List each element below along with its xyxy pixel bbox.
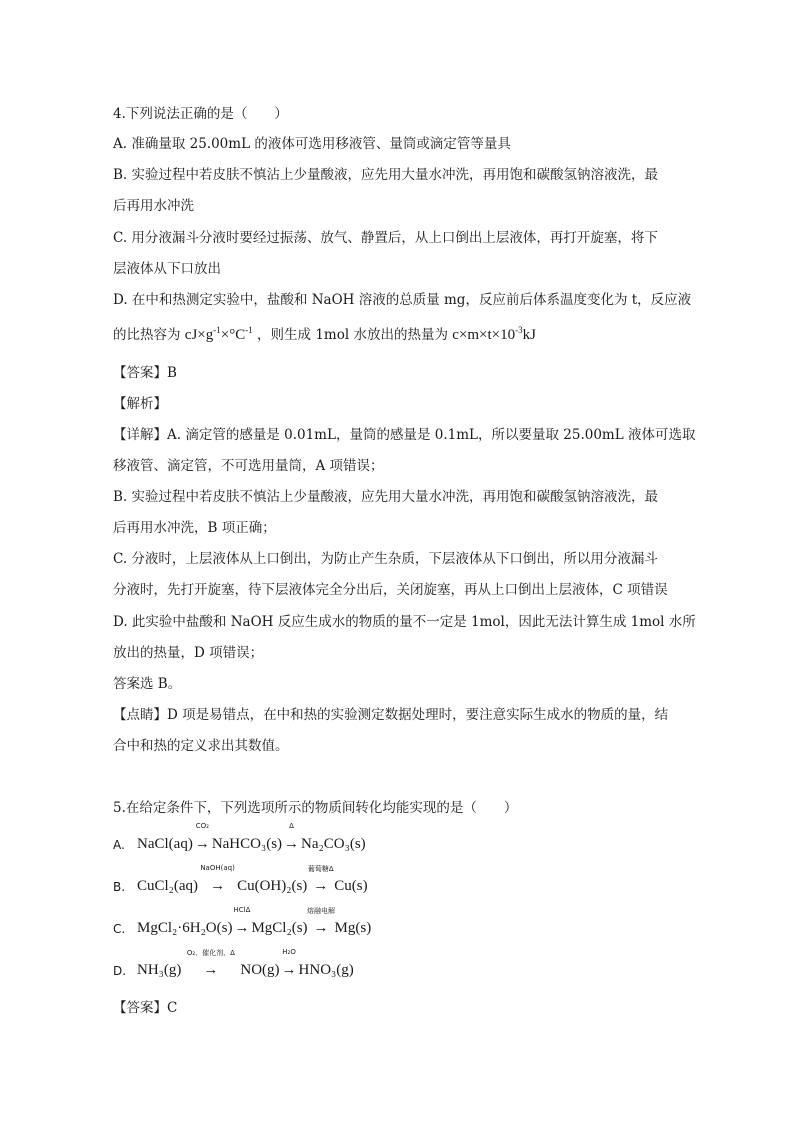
reaction-condition: H₂O bbox=[282, 948, 296, 956]
q4-option-d-line1: D. 在中和热测定实验中，盐酸和 NaOH 溶液的总质量 mg，反应前后体系温度变化为 t，反应液 bbox=[113, 292, 692, 308]
q5-stem: 5.在给定条件下，下列选项所示的物质间转化均能实现的是（ ） bbox=[113, 800, 518, 816]
intermediate: NO(g) bbox=[240, 962, 280, 978]
q5-option-b-equation bbox=[137, 864, 368, 895]
q4-detail-line6: 分液时，先打开旋塞，待下层液体完全分出后，关闭旋塞，再从上口倒出上层液体，C 项错误 bbox=[113, 582, 668, 598]
q4-answer: 【答案】B bbox=[113, 365, 177, 381]
q5-option-d-equation bbox=[137, 948, 354, 979]
q4-detail-line5: C. 分液时，上层液体从上口倒出，为防止产生杂质，下层液体从下口倒出，所以用分液漏斗 bbox=[113, 551, 658, 567]
reaction-condition: 熔融电解 bbox=[307, 907, 336, 915]
q4-option-b-line2: 后再用水冲洗 bbox=[113, 198, 194, 214]
q4-detail-line2: 移液管、滴定管，不可选用量筒，A 项错误； bbox=[113, 458, 384, 474]
product: Cu(s) bbox=[334, 878, 368, 894]
reaction-condition: 葡萄糖Δ bbox=[307, 865, 334, 873]
reactant: NaCl(aq) bbox=[137, 836, 193, 852]
q4-option-a: A. 准确量取 25.00mL 的液体可选用移液管、量筒或滴定管等量具 bbox=[113, 136, 511, 152]
q4-option-d-line2 bbox=[113, 325, 536, 345]
q4-option-c-line2: 层液体从下口放出 bbox=[113, 261, 221, 277]
q5-option-b-label: B. bbox=[113, 880, 126, 894]
q5-answer: 【答案】C bbox=[113, 1000, 178, 1016]
q4-point-line1: 【点睛】D 项是易错点，在中和热的实验测定数据处理时，要注意实际生成水的物质的量，结 bbox=[113, 707, 669, 723]
q4-analysis-title: 【解析】 bbox=[113, 396, 167, 412]
product: Na₂CO₃(s) bbox=[301, 836, 366, 852]
reaction-arrow: CO₂ → bbox=[194, 822, 210, 852]
intermediate: MgCl₂(s) bbox=[251, 920, 308, 936]
q4-detail-line8: 放出的热量，D 项错误； bbox=[113, 645, 264, 661]
q4-detail-line1: 【详解】A. 滴定管的感量是 0.01mL，量筒的感量是 0.1mL，所以要量取 25.00mL 液体可选取 bbox=[113, 427, 696, 443]
q5-option-a-equation bbox=[137, 822, 366, 853]
reactant: NH₃(g) bbox=[137, 962, 182, 978]
reaction-arrow: NaOH(aq) → bbox=[200, 864, 235, 894]
q4-option-c-line1: C. 用分液漏斗分液时要经过振荡、放气、静置后，从上口倒出上层液体，再打开旋塞，将下 bbox=[113, 230, 658, 246]
q4-option-b-line1: B. 实验过程中若皮肤不慎沾上少量酸液，应先用大量水冲洗，再用饱和碳酸氢钠溶液洗，最 bbox=[113, 167, 659, 183]
product: Mg(s) bbox=[334, 920, 372, 936]
intermediate: NaHCO₃(s) bbox=[211, 836, 283, 852]
reaction-condition: NaOH(aq) bbox=[200, 864, 235, 872]
q5-option-c-label: C. bbox=[113, 922, 126, 936]
reaction-arrow: Δ → bbox=[284, 822, 300, 852]
reaction-arrow: O₂、催化剂、Δ → bbox=[186, 949, 235, 978]
reactant: CuCl₂(aq) bbox=[137, 878, 199, 894]
q4-option-d-text-mid: ，则生成 1mol 水放出的热量为 bbox=[257, 327, 448, 343]
q4-detail-line4: 后再用水冲洗，B 项正确； bbox=[113, 520, 276, 536]
reactant: MgCl₂·6H₂O(s) bbox=[137, 920, 233, 936]
reaction-condition: O₂、催化剂、Δ bbox=[186, 949, 235, 957]
reaction-arrow: 葡萄糖Δ → bbox=[307, 865, 334, 894]
q4-point-line2: 合中和热的定义求出其数值。 bbox=[113, 738, 289, 754]
reaction-arrow: HClΔ → bbox=[233, 906, 251, 936]
reaction-arrow: 熔融电解 → bbox=[307, 907, 336, 936]
q5-option-d-label: D. bbox=[113, 964, 127, 978]
intermediate: Cu(OH)₂(s) bbox=[237, 878, 308, 894]
heat-formula: $c\times m\times t\times 10^{-3}kJ$ bbox=[452, 325, 536, 343]
reaction-condition: CO₂ bbox=[195, 822, 209, 830]
q4-stem: 4.下列说法正确的是（ ） bbox=[113, 106, 288, 122]
q4-detail-line3: B. 实验过程中若皮肤不慎沾上少量酸液，应先用大量水冲洗，再用饱和碳酸氢钠溶液洗，最 bbox=[113, 489, 659, 505]
q4-detail-line7: D. 此实验中盐酸和 NaOH 反应生成水的物质的量不一定是 1mol，因此无法计算生成 1mol 水所 bbox=[113, 614, 696, 630]
q5-option-a-label: A. bbox=[113, 838, 125, 852]
q5-option-c-equation bbox=[137, 906, 372, 937]
product: HNO₃(g) bbox=[298, 962, 354, 978]
q4-detail-line9: 答案选 B。 bbox=[113, 676, 182, 692]
specific-heat-formula: $cJ\times g^{-1}\times^\circ C^{-1}$ bbox=[184, 325, 253, 343]
reaction-arrow: H₂O → bbox=[281, 948, 297, 978]
q4-option-d-text-pre: 的比热容为 bbox=[113, 327, 181, 343]
reaction-condition: HClΔ bbox=[233, 906, 251, 914]
reaction-condition: Δ bbox=[289, 822, 294, 830]
